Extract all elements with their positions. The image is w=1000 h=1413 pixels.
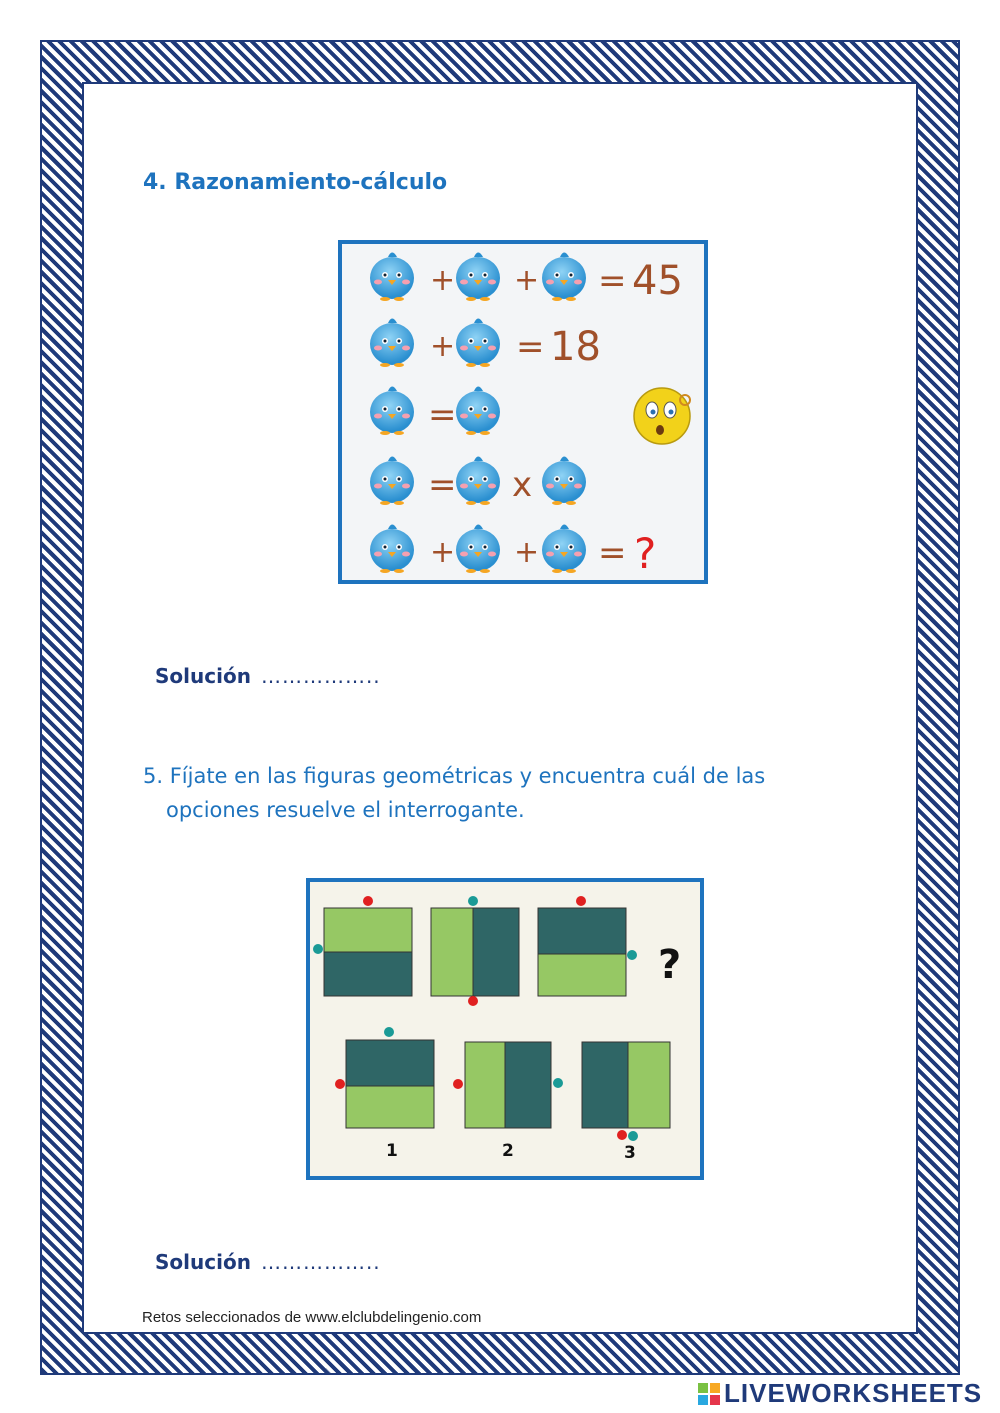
option-1-label: 1: [386, 1141, 398, 1161]
bird-puzzle-svg: [342, 244, 704, 580]
sequence-figure-2: [431, 896, 519, 1006]
bird-icon: [370, 387, 414, 436]
bird-icon: [456, 457, 500, 506]
confused-emoji-icon: [634, 388, 690, 444]
solution-1: [155, 664, 381, 688]
equals-sign: =: [428, 395, 457, 435]
geometric-figures-image: [306, 878, 704, 1180]
bird-icon: [370, 319, 414, 368]
option-2-figure[interactable]: [453, 1042, 563, 1128]
equals-sign: =: [598, 261, 627, 301]
option-1-figure[interactable]: [335, 1027, 434, 1128]
plus-sign: +: [514, 263, 540, 298]
solution-2-label: Solución: [155, 1250, 251, 1274]
plus-sign: +: [430, 263, 456, 298]
equals-sign: =: [598, 533, 627, 573]
question-5-line1: 5. Fíjate en las figuras geométricas y encuentra cuál de las: [143, 764, 766, 788]
equals-sign: =: [516, 327, 545, 367]
option-3-figure[interactable]: [582, 1042, 670, 1141]
sequence-figure-1: [313, 896, 412, 996]
sequence-figure-3: [538, 896, 637, 996]
solution-1-label: Solución: [155, 664, 251, 688]
bird-icon: [456, 525, 500, 574]
times-sign: x: [512, 465, 533, 505]
row2-result: 18: [550, 324, 601, 370]
plus-sign: +: [514, 535, 540, 570]
option-2-label: 2: [502, 1141, 514, 1161]
solution-2-answer-blank[interactable]: ……………..: [260, 1250, 381, 1274]
bird-icon: [542, 525, 586, 574]
solution-1-answer-blank[interactable]: ……………..: [260, 664, 381, 688]
geometric-figures-svg: [310, 882, 700, 1176]
equals-sign: =: [428, 465, 457, 505]
sequence-question-mark: ?: [658, 942, 682, 988]
bird-icon: [542, 253, 586, 302]
bird-icon: [370, 457, 414, 506]
liveworksheets-brand: [698, 1378, 982, 1409]
question-5-line2: opciones resuelve el interrogante.: [166, 798, 525, 822]
plus-sign: +: [430, 329, 456, 364]
row5-question-mark: ?: [634, 529, 657, 578]
option-3-label: 3: [624, 1143, 636, 1163]
bird-icon: [456, 253, 500, 302]
plus-sign: +: [430, 535, 456, 570]
bird-icon: [456, 387, 500, 436]
bird-icon: [370, 253, 414, 302]
footer-credit: Retos seleccionados de www.elclubdelingenio.com: [142, 1309, 482, 1326]
liveworksheets-logo-icon: [698, 1383, 720, 1405]
bird-icon: [456, 319, 500, 368]
bird-icon: [542, 457, 586, 506]
solution-2: [155, 1250, 381, 1274]
bird-puzzle-image: [338, 240, 708, 584]
question-4-title: 4. Razonamiento-cálculo: [143, 170, 448, 195]
bird-icon: [370, 525, 414, 574]
liveworksheets-wordmark: LIVEWORKSHEETS: [724, 1378, 983, 1408]
row1-result: 45: [632, 258, 683, 304]
